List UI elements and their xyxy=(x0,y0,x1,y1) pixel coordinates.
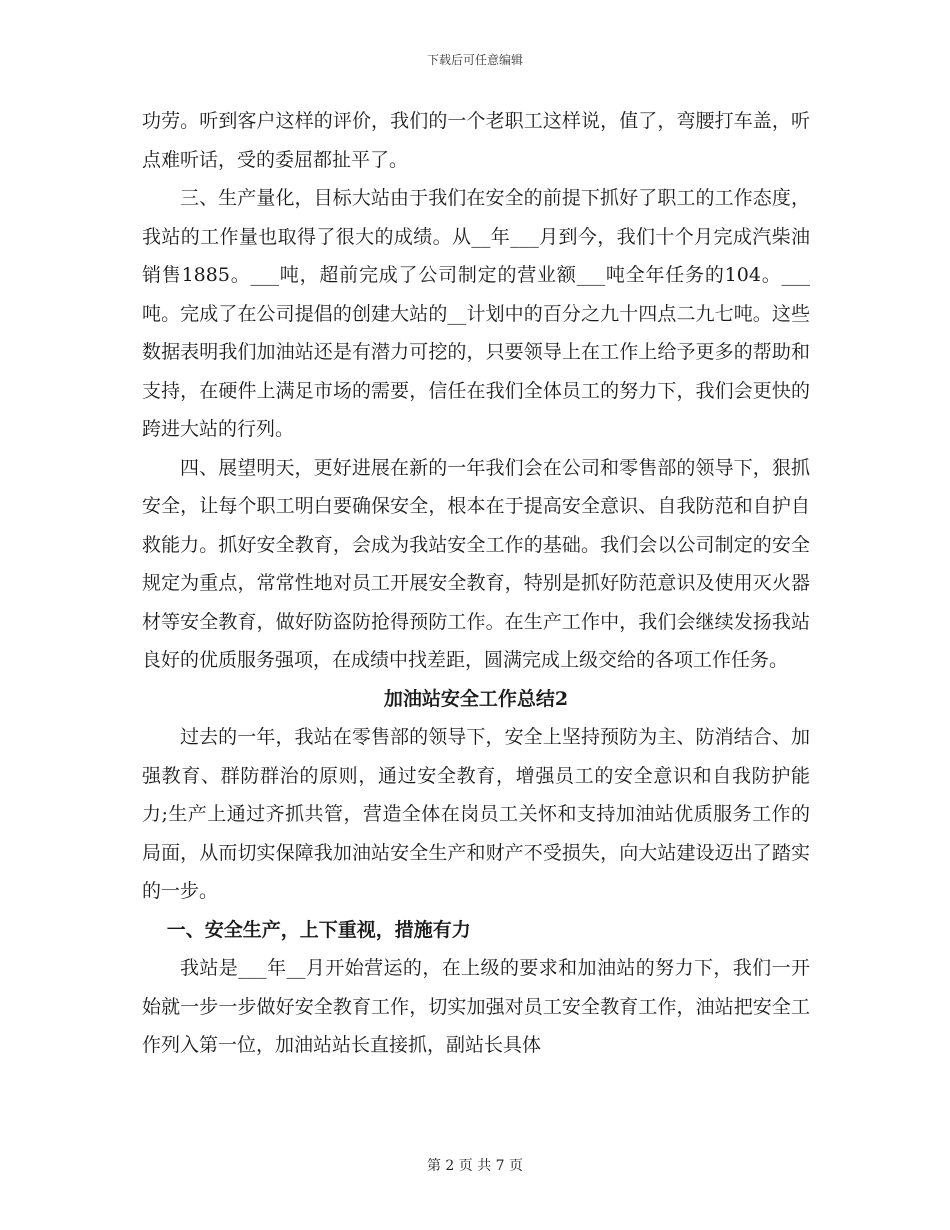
section-title: 加油站安全工作总结2 xyxy=(383,687,569,710)
paragraph-station-operation: 我站是___年__月开始营运的，在上级的要求和加油站的努力下，我们一开始就一步一步做好安全教育工作，切实加强对员工安全教育工作，油站把安全工作列入第一位，加油站站长直接抓，副站长具体 xyxy=(142,957,810,1056)
document-body xyxy=(142,102,810,1065)
page-number: 第 2 页 共 7 页 xyxy=(426,1158,524,1174)
paragraph-production-quantified: 三、生产量化，目标大站由于我们在安全的前提下抓好了职工的工作态度，我站的工作量也取得了很大的成绩。从__年___月到今，我们十个月完成汽柴油销售1885。___吨，超前完成了公司制定的营业额___吨全年任务的104。___吨。完成了在公司提倡的创建大站的__计划中的百分之九十四点二九七吨。这些数据表明我们加油站还是有潜力可挖的，只要领导上在工作上给予更多的帮助和支持，在硬件上满足市场的需要，信任在我们全体员工的努力下，我们会更快的跨进大站的行列。 xyxy=(142,187,810,440)
page-header: 下载后可任意编辑 xyxy=(426,53,523,67)
paragraph-continuation: 功劳。听到客户这样的评价，我们的一个老职工这样说，值了，弯腰打车盖，听点难听话，受的委屈都扯平了。 xyxy=(142,110,810,171)
paragraph-outlook: 四、展望明天，更好进展在新的一年我们会在公司和零售部的领导下，狠抓安全，让每个职工明白要确保安全，根本在于提高安全意识、自我防范和自护自救能力。抓好安全教育，会成为我站安全工作的基础。我们会以公司制定的安全规定为重点，常常性地对员工开展安全教育，特别是抓好防范意识及使用灭火器材等安全教育，做好防盗防抢得预防工作。在生产工作中，我们会继续发扬我站良好的优质服务强项，在成绩中找差距，圆满完成上级交给的各项工作任务。 xyxy=(142,456,810,671)
paragraph-past-year: 过去的一年，我站在零售部的领导下，安全上坚持预防为主、防消结合、加强教育、群防群治的原则，通过安全教育，增强员工的安全意识和自我防护能力;生产上通过齐抓共管，营造全体在岗员工关怀和支持加油站优质服务工作的局面，从而切实保障我加油站安全生产和财产不受损失，向大站建设迈出了踏实的一步。 xyxy=(142,726,810,902)
subheading-safety-production: 一、安全生产，上下重视，措施有力 xyxy=(166,918,471,941)
